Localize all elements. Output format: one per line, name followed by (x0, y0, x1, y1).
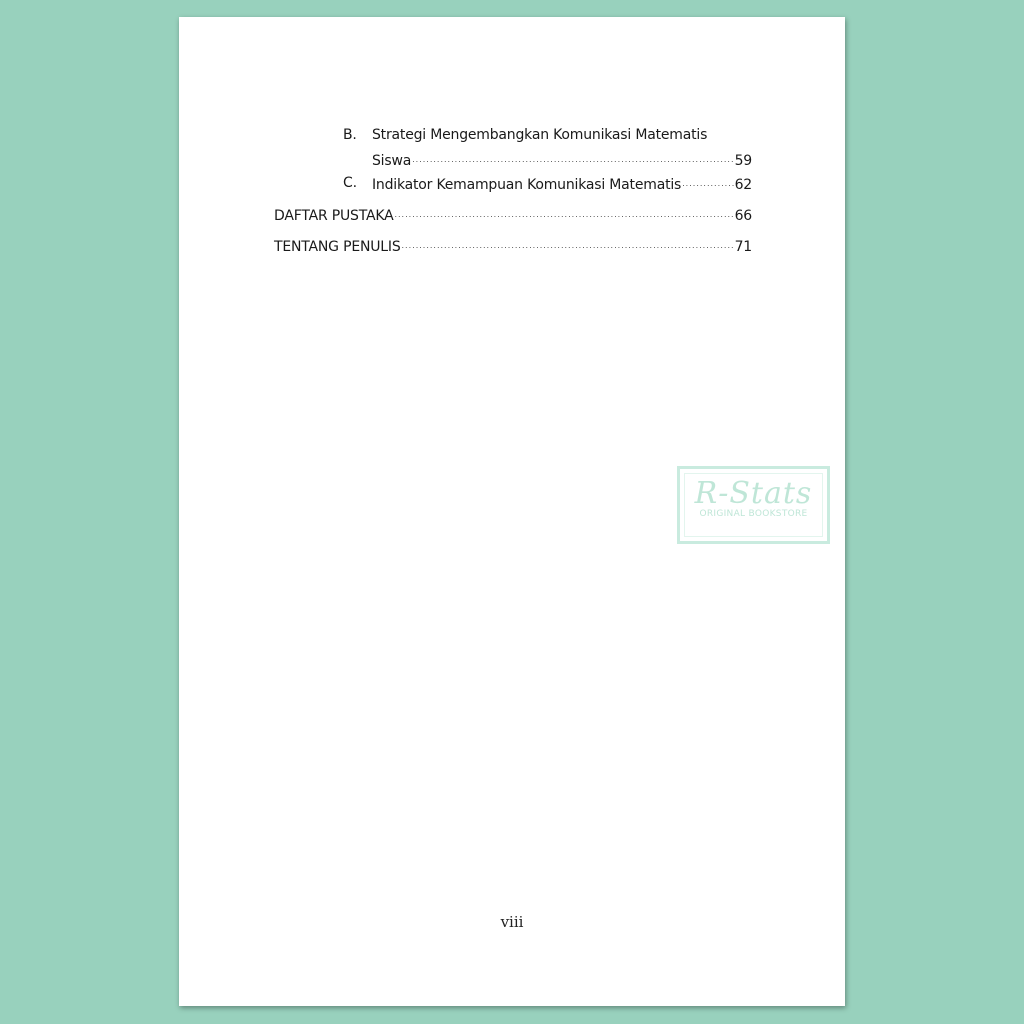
page-number: viii (500, 913, 524, 931)
toc-page-number: 66 (734, 208, 752, 224)
toc-entry-c[interactable] (372, 175, 752, 193)
toc-entry-tentang-penulis[interactable] (274, 237, 752, 255)
watermark-brand: R-Stats (694, 476, 813, 511)
toc-entry-title: Strategi Mengembangkan Komunikasi Matematis (372, 127, 708, 143)
toc-page-number: 71 (734, 239, 752, 255)
toc-entry-title: Indikator Kemampuan Komunikasi Matematis (372, 177, 682, 193)
dot-leader (402, 238, 734, 252)
document-page (179, 17, 845, 1006)
toc-entry-title: Siswa (372, 153, 412, 169)
toc-entry-marker-b: B. (343, 127, 357, 143)
toc-page-number: 59 (734, 153, 752, 169)
toc-entry-title-b-line1 (372, 127, 752, 143)
watermark-tagline: ORIGINAL BOOKSTORE (699, 509, 808, 519)
dot-leader (412, 152, 733, 166)
toc-entry-b-line2[interactable] (372, 151, 752, 169)
dot-leader (394, 207, 733, 221)
dot-leader (682, 176, 733, 190)
toc-entry-title: DAFTAR PUSTAKA (274, 208, 394, 224)
toc-page-number: 62 (734, 177, 752, 193)
toc-entry-marker-c: C. (343, 175, 357, 191)
toc-entry-daftar-pustaka[interactable] (274, 206, 752, 224)
toc-entry-title: TENTANG PENULIS (274, 239, 401, 255)
watermark-logo (677, 466, 830, 544)
